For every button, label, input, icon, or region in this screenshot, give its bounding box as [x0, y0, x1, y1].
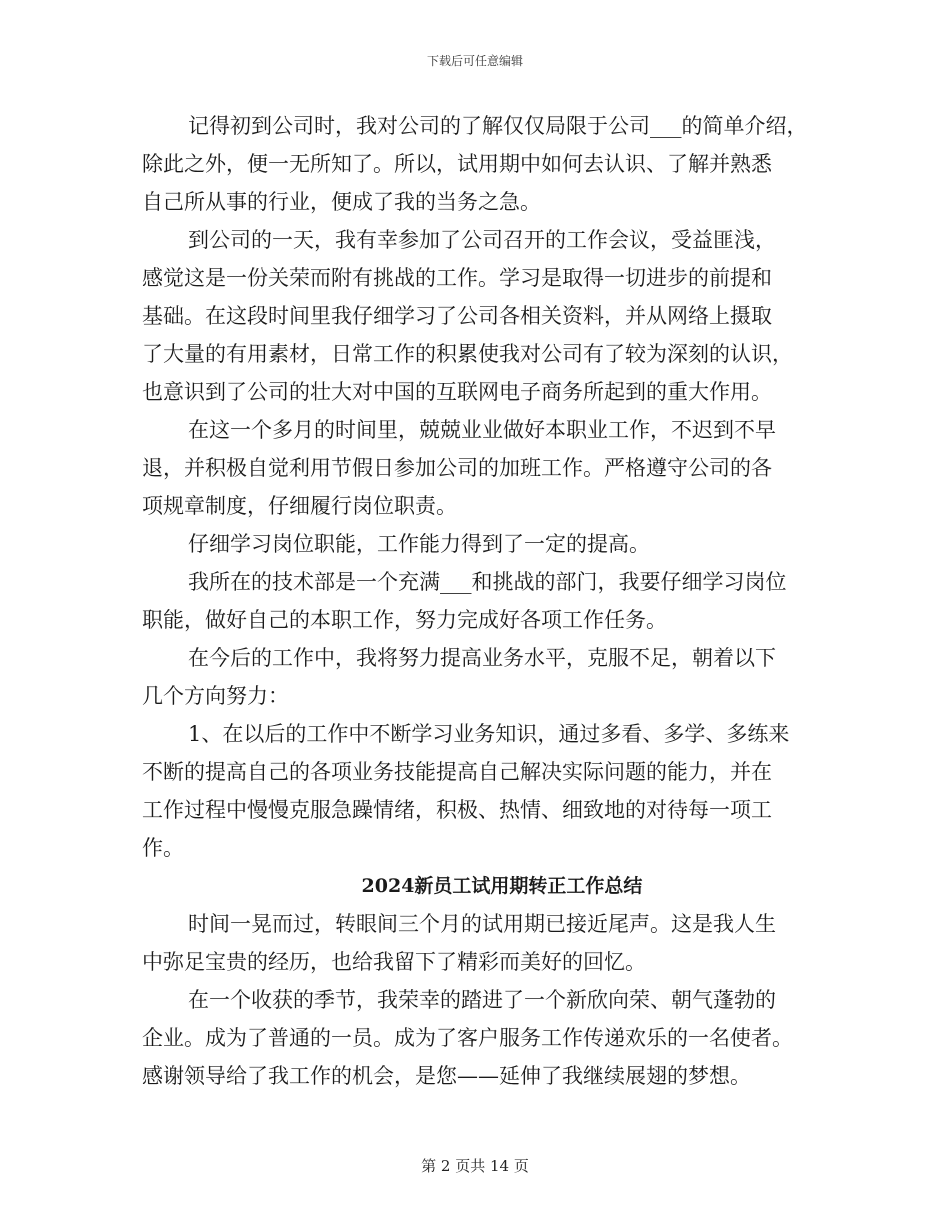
paragraph-line: 了大量的有用素材，日常工作的积累使我对公司有了较为深刻的认识，	[142, 342, 793, 366]
document-body	[142, 107, 812, 1095]
paragraph-line: 在一个收获的季节，我荣幸的踏进了一个新欣向荣、朝气蓬勃的	[188, 988, 776, 1012]
paragraph-line: 基础。在这段时间里我仔细学习了公司各相关资料，并从网络上摄取	[142, 304, 772, 328]
paragraph-line: 到公司的一天，我有幸参加了公司召开的工作会议，受益匪浅，	[188, 228, 776, 252]
paragraph-line: 工作过程中慢慢克服急躁情绪，积极、热情、细致地的对待每一项工	[142, 798, 772, 822]
paragraph-line: 时间一晃而过，转眼间三个月的试用期已接近尾声。这是我人生	[188, 912, 776, 936]
paragraph-line: 感觉这是一份关荣而附有挑战的工作。学习是取得一切进步的前提和	[142, 266, 772, 290]
paragraph-line: 职能，做好自己的本职工作，努力完成好各项工作任务。	[142, 608, 667, 632]
paragraph-line: 不断的提高自己的各项业务技能提高自己解决实际问题的能力，并在	[142, 760, 772, 784]
paragraph-line: 自己所从事的行业，便成了我的当务之急。	[142, 190, 541, 214]
paragraph-line: 企业。成为了普通的一员。成为了客户服务工作传递欢乐的一名使者。	[142, 1026, 793, 1050]
paragraph-line: 中弥足宝贵的经历，也给我留下了精彩而美好的回忆。	[142, 950, 646, 974]
paragraph-line: 在这一个多月的时间里，兢兢业业做好本职业工作，不迟到不早	[188, 418, 776, 442]
page-footer: 第 2 页共 14 页	[421, 1157, 529, 1175]
paragraph-line: 记得初到公司时，我对公司的了解仅仅局限于公司___的简单介绍，	[188, 114, 808, 138]
page-header: 下载后可任意编辑	[426, 54, 523, 68]
paragraph-line: 在今后的工作中，我将努力提高业务水平，克服不足，朝着以下	[188, 646, 776, 670]
paragraph-line: 感谢领导给了我工作的机会，是您——延伸了我继续展翅的梦想。	[142, 1064, 751, 1088]
paragraph-line: 仔细学习岗位职能，工作能力得到了一定的提高。	[188, 532, 650, 556]
paragraph-line: 退，并积极自觉利用节假日参加公司的加班工作。严格遵守公司的各	[142, 456, 772, 480]
paragraph-line: 除此之外，便一无所知了。所以，试用期中如何去认识、了解并熟悉	[142, 152, 772, 176]
paragraph-line: 作。	[142, 836, 184, 860]
paragraph-line: 1、在以后的工作中不断学习业务知识，通过多看、多学、多练来	[188, 722, 790, 746]
paragraph-line: 项规章制度，仔细履行岗位职责。	[142, 494, 457, 518]
paragraph-line: 几个方向努力：	[142, 684, 289, 708]
section-title: 2024新员工试用期转正工作总结	[361, 875, 643, 897]
paragraph-line: 也意识到了公司的壮大对中国的互联网电子商务所起到的重大作用。	[142, 380, 772, 404]
paragraph-line: 我所在的技术部是一个充满___和挑战的部门，我要仔细学习岗位	[188, 570, 787, 594]
